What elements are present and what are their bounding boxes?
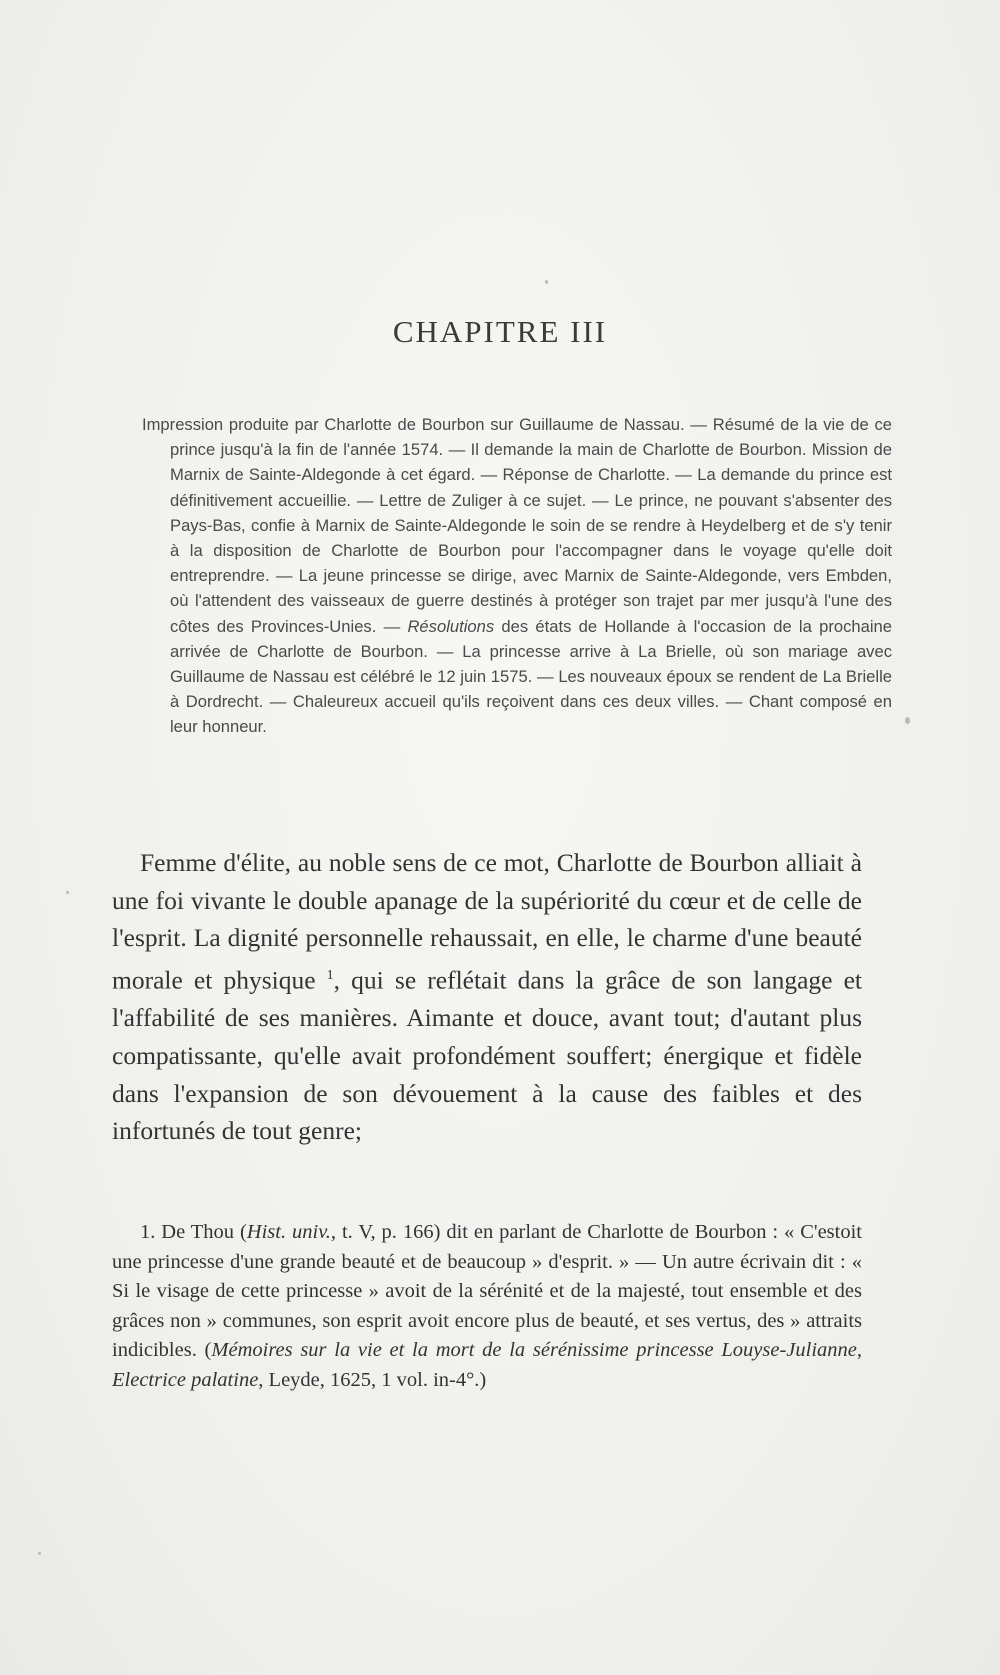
chapter-summary <box>142 412 892 740</box>
footnote-text-2: , t. V, p. 166) dit en parlant de Charlotte de Bourbon : « C'estoit une princesse d'une grande beauté et de beaucoup » d'esprit. » — Un autre écrivain dit : « Si le visage de cette princesse » avoit de la sérénité et de la majesté, tout ensemble et des grâces non » communes, son esprit avoit encore plus de beauté, et ses vertus, des » attraits indicibles. ( <box>112 1221 862 1361</box>
summary-text-part1: Impression produite par Charlotte de Bourbon sur Guillaume de Nassau. — Résumé de la vie de ce prince jusqu'à la fin de l'année 1574. — Il demande la main de Charlotte de Bourbon. Mission de Marnix de Sainte-Aldegonde à cet égard. — Réponse de Charlotte. — La demande du prince est définitivement accueillie. — Lettre de Zuliger à ce sujet. — Le prince, ne pouvant s'absenter des Pays-Bas, confie à Marnix de Sainte-Aldegonde le soin de se rendre à Heydelberg et de s'y tenir à la disposition de Charlotte de Bourbon pour l'accompagner dans le voyage qu'elle doit entreprendre. — La jeune princesse se dirige, avec Marnix de Sainte-Aldegonde, vers Embden, où l'attendent des vaisseaux de guerre destinés à protéger son trajet par mer jusqu'à l'une des côtes des Provinces-Unies. — <box>142 415 892 636</box>
footnote <box>112 1218 862 1395</box>
footnote-text-3: , Leyde, 1625, 1 vol. in-4°.) <box>258 1368 487 1391</box>
paragraph-text-part2: , qui se reflétait dans la grâce de son langage et l'affabilité de ses manières. Aimante et douce, avant tout; d'autant plus compatissante, qu'elle avait profondément souffert; énergique et fidèle dans l'expansion de son dévouement à la cause des faibles et des infortunés de tout genre; <box>112 965 862 1146</box>
footnote-italic-hist-univ: Hist. univ. <box>246 1221 331 1243</box>
footnote-number: 1. <box>140 1221 156 1243</box>
paper-speck <box>905 717 910 724</box>
summary-italic-resolutions: Résolutions <box>407 616 495 636</box>
paper-speck <box>545 280 548 284</box>
main-paragraph <box>112 844 862 1150</box>
paper-speck <box>66 891 69 894</box>
paper-speck <box>38 1552 41 1555</box>
paragraph-text-part1: Femme d'élite, au noble sens de ce mot, Charlotte de Bourbon alliait à une foi vivante le double apanage de la supériorité du cœur et de celle de l'esprit. La dignité personnelle rehaussait, en elle, le charme d'une beauté morale et physique <box>112 848 862 995</box>
footnote-italic-memoires: Mémoires sur la vie et la mort de la sérénissime princesse Louyse-Julianne, Electrice palatine <box>112 1339 862 1391</box>
footnote-reference: 1 <box>326 968 334 984</box>
footnote-text-1: De Thou ( <box>155 1221 247 1243</box>
chapter-title: CHAPITRE III <box>392 314 608 349</box>
summary-text-part2: des états de Hollande à l'occasion de la prochaine arrivée de Charlotte de Bourbon. — La princesse arrive à La Brielle, où son mariage avec Guillaume de Nassau est célébré le 12 juin 1575. — Les nouveaux époux se rendent de La Brielle à Dordrecht. — Chaleureux accueil qu'ils reçoivent dans ces deux villes. — Chant composé en leur honneur. <box>170 616 892 737</box>
